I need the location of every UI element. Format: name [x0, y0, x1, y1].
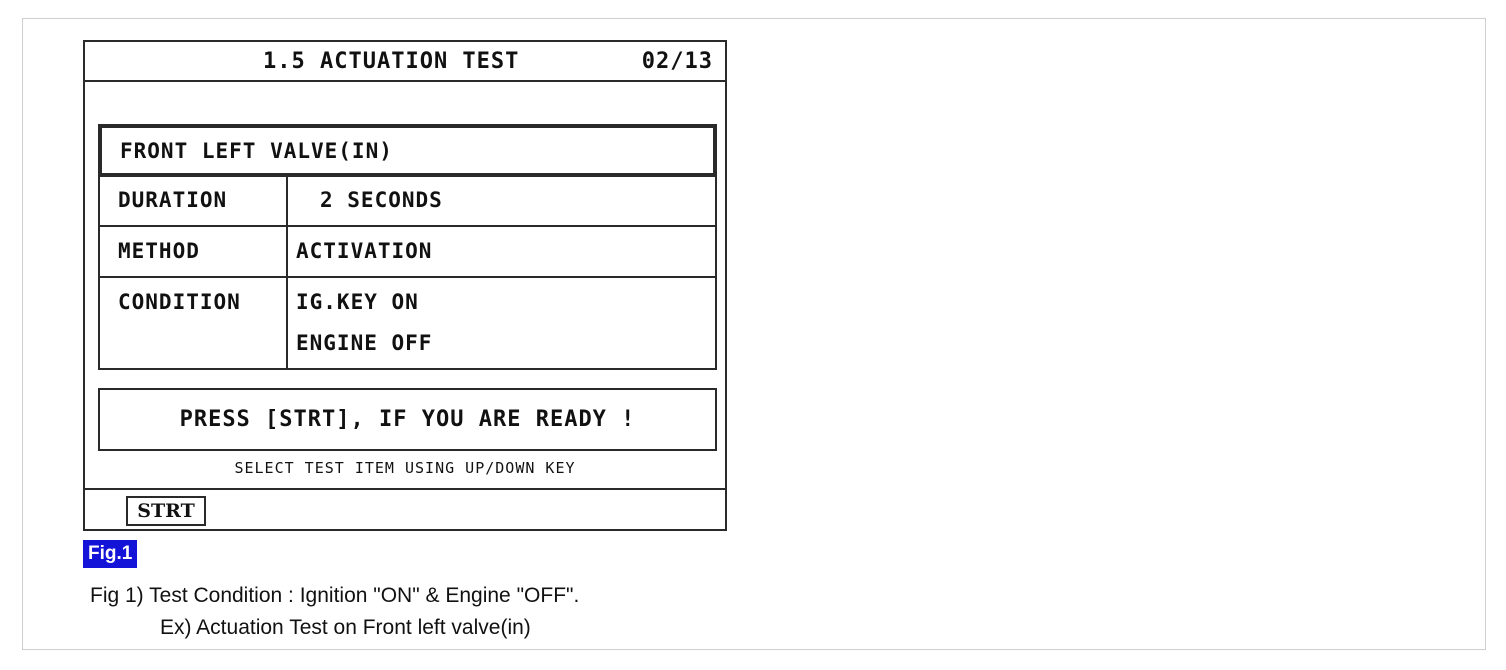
duration-value: 2 SECONDS [320, 188, 443, 212]
duration-label: DURATION [118, 188, 228, 212]
duration-row [100, 175, 715, 225]
column-divider [286, 177, 288, 225]
condition-value-1: IG.KEY ON [296, 290, 419, 314]
figure-caption: Fig 1) Test Condition : Ignition "ON" & Engine "OFF". [90, 584, 580, 607]
screen-title: 1.5 ACTUATION TEST [263, 49, 520, 74]
column-divider [286, 227, 288, 276]
condition-label: CONDITION [118, 290, 241, 314]
method-row [100, 225, 715, 276]
test-item-table [98, 124, 717, 370]
condition-value-2: ENGINE OFF [296, 331, 433, 355]
method-label: METHOD [118, 239, 200, 263]
navigation-hint: SELECT TEST ITEM USING UP/DOWN KEY [234, 459, 576, 477]
column-divider [286, 278, 288, 368]
figure-caption-example: Ex) Actuation Test on Front left valve(in) [160, 616, 531, 639]
ready-prompt: PRESS [STRT], IF YOU ARE READY ! [98, 388, 717, 451]
scan-tool-screen [83, 40, 727, 531]
condition-row [100, 276, 715, 368]
figure-badge: Fig.1 [83, 540, 137, 568]
function-key-bar-divider [85, 488, 725, 490]
page-counter: 02/13 [641, 49, 713, 74]
start-button[interactable]: STRT [126, 496, 206, 526]
method-value: ACTIVATION [296, 239, 433, 263]
title-bar [85, 42, 725, 82]
selected-test-item[interactable]: FRONT LEFT VALVE(IN) [100, 126, 715, 175]
